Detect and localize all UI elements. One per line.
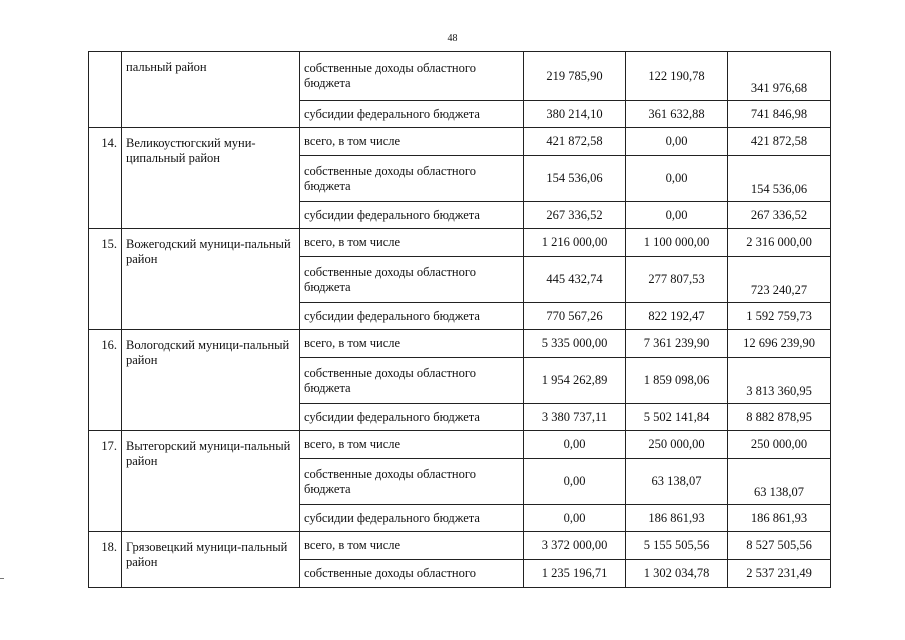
value-cell: 1 216 000,00 [524,229,626,257]
item-label: субсидии федерального бюджета [300,505,524,532]
value-cell: 8 527 505,56 [728,532,831,560]
value-cell: 1 235 196,71 [524,560,626,588]
district-name: Великоустюгский муни-ципальный район [122,128,300,229]
value-cell: 421 872,58 [524,128,626,156]
item-label: собственные доходы областного бюджета [300,358,524,404]
value-cell: 421 872,58 [728,128,831,156]
value-cell: 723 240,27 [728,257,831,303]
item-label: субсидии федерального бюджета [300,101,524,128]
district-name: Вытегорский муници-пальный район [122,431,300,532]
table-row [89,532,831,560]
row-number: 16. [89,330,122,431]
value-cell: 445 432,74 [524,257,626,303]
item-label: собственные доходы областного бюджета [300,52,524,101]
value-cell: 770 567,26 [524,303,626,330]
value-cell: 1 954 262,89 [524,358,626,404]
table-row [89,229,831,257]
value-cell: 7 361 239,90 [626,330,728,358]
item-label: собственные доходы областного бюджета [300,459,524,505]
item-label: всего, в том числе [300,330,524,358]
district-name: пальный район [122,52,300,128]
value-cell: 380 214,10 [524,101,626,128]
value-cell: 1 100 000,00 [626,229,728,257]
table-row [89,128,831,156]
value-cell: 219 785,90 [524,52,626,101]
value-cell: 0,00 [626,128,728,156]
table-row [89,431,831,459]
value-cell: 741 846,98 [728,101,831,128]
row-number: 17. [89,431,122,532]
value-cell: 122 190,78 [626,52,728,101]
row-number: 14. [89,128,122,229]
item-label: субсидии федерального бюджета [300,303,524,330]
value-cell: 0,00 [524,431,626,459]
page-number: 48 [447,33,458,44]
item-label: собственные доходы областного [300,560,524,588]
value-cell: 0,00 [524,459,626,505]
value-cell: 5 502 141,84 [626,404,728,431]
value-cell: 2 316 000,00 [728,229,831,257]
value-cell: 1 302 034,78 [626,560,728,588]
budget-table [88,51,831,588]
district-name: Вологодский муници-пальный район [122,330,300,431]
value-cell: 267 336,52 [524,202,626,229]
item-label: субсидии федерального бюджета [300,404,524,431]
value-cell: 186 861,93 [728,505,831,532]
value-cell: 250 000,00 [626,431,728,459]
item-label: всего, в том числе [300,532,524,560]
value-cell: 154 536,06 [728,156,831,202]
district-name: Грязовецкий муници-пальный район [122,532,300,588]
value-cell: 8 882 878,95 [728,404,831,431]
item-label: собственные доходы областного бюджета [300,257,524,303]
value-cell: 186 861,93 [626,505,728,532]
value-cell: 0,00 [626,202,728,229]
district-name: Вожегодский муници-пальный район [122,229,300,330]
item-label: собственные доходы областного бюджета [300,156,524,202]
value-cell: 341 976,68 [728,52,831,101]
value-cell: 822 192,47 [626,303,728,330]
item-label: субсидии федерального бюджета [300,202,524,229]
value-cell: 3 372 000,00 [524,532,626,560]
value-cell: 63 138,07 [626,459,728,505]
value-cell: 1 859 098,06 [626,358,728,404]
value-cell: 5 335 000,00 [524,330,626,358]
row-number [89,52,122,128]
item-label: всего, в том числе [300,431,524,459]
value-cell: 1 592 759,73 [728,303,831,330]
table-row [89,330,831,358]
value-cell: 12 696 239,90 [728,330,831,358]
value-cell: 0,00 [626,156,728,202]
value-cell: 0,00 [524,505,626,532]
item-label: всего, в том числе [300,128,524,156]
value-cell: 3 380 737,11 [524,404,626,431]
row-number: 18. [89,532,122,588]
value-cell: 5 155 505,56 [626,532,728,560]
edge-mark [0,578,4,579]
row-number: 15. [89,229,122,330]
value-cell: 2 537 231,49 [728,560,831,588]
item-label: всего, в том числе [300,229,524,257]
value-cell: 250 000,00 [728,431,831,459]
table-row [89,52,831,101]
value-cell: 63 138,07 [728,459,831,505]
value-cell: 277 807,53 [626,257,728,303]
value-cell: 3 813 360,95 [728,358,831,404]
value-cell: 361 632,88 [626,101,728,128]
value-cell: 267 336,52 [728,202,831,229]
value-cell: 154 536,06 [524,156,626,202]
